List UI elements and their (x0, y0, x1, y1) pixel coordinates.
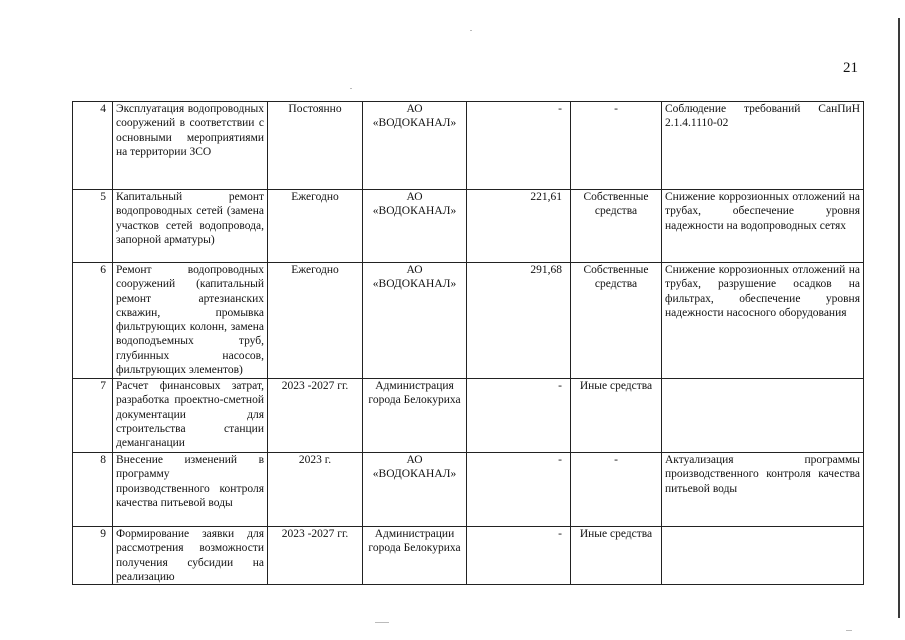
period-cell: Постоянно (268, 102, 363, 190)
page-number: 21 (843, 60, 858, 76)
task-cell: Эксплуатация водопроводных сооружений в соответствии с основными мероприятиями на территории ЗСО (113, 102, 268, 190)
task-cell: Ремонт водопроводных сооружений (капитальный ремонт артезианских скважин, промывка фильтрующих колонн, замена водоподъемных труб, глубинных насосов, фильтрующих элементов) (113, 263, 268, 379)
result-cell: Снижение коррозионных отложений на трубах, обеспечение уровня надежности на водопроводных сетях (662, 190, 864, 263)
row-number: 5 (73, 190, 113, 263)
table-row (73, 379, 864, 453)
row-number: 7 (73, 379, 113, 453)
source-cell: - (571, 453, 662, 527)
executor-cell: АО «ВОДОКАНАЛ» (363, 263, 467, 379)
executor-cell: АО «ВОДОКАНАЛ» (363, 190, 467, 263)
scan-speck (375, 622, 389, 623)
page-edge-line (898, 18, 900, 618)
amount-cell: - (467, 102, 571, 190)
amount-cell: - (467, 379, 571, 453)
executor-cell: АО «ВОДОКАНАЛ» (363, 102, 467, 190)
period-cell: Ежегодно (268, 263, 363, 379)
executor-cell: Администрация города Белокуриха (363, 379, 467, 453)
table-row (73, 527, 864, 585)
task-cell: Внесение изменений в программу производственного контроля качества питьевой воды (113, 453, 268, 527)
executor-cell: Администрации города Белокуриха (363, 527, 467, 585)
amount-cell: 291,68 (467, 263, 571, 379)
table-row (73, 102, 864, 190)
amount-cell: - (467, 453, 571, 527)
scan-speck (846, 630, 852, 631)
result-cell (662, 379, 864, 453)
amount-cell: - (467, 527, 571, 585)
result-cell: Актуализация программы производственного контроля качества питьевой воды (662, 453, 864, 527)
source-cell: Иные средства (571, 527, 662, 585)
result-cell (662, 527, 864, 585)
task-cell: Формирование заявки для рассмотрения возможности получения субсидии на реализацию (113, 527, 268, 585)
source-cell: - (571, 102, 662, 190)
measures-table (72, 101, 864, 585)
source-cell: Собственные средства (571, 263, 662, 379)
period-cell: 2023 -2027 гг. (268, 379, 363, 453)
amount-cell: 221,61 (467, 190, 571, 263)
row-number: 9 (73, 527, 113, 585)
result-cell: Соблюдение требований СанПиН 2.1.4.1110-02 (662, 102, 864, 190)
table-row (73, 453, 864, 527)
task-cell: Капитальный ремонт водопроводных сетей (замена участков сетей водопровода, запорной арматуры) (113, 190, 268, 263)
scan-speck (470, 30, 472, 31)
executor-cell: АО «ВОДОКАНАЛ» (363, 453, 467, 527)
result-cell: Снижение коррозионных отложений на трубах, разрушение осадков на фильтрах, обеспечение уровня надежности насосного оборудования (662, 263, 864, 379)
period-cell: 2023 г. (268, 453, 363, 527)
source-cell: Иные средства (571, 379, 662, 453)
row-number: 4 (73, 102, 113, 190)
period-cell: 2023 -2027 гг. (268, 527, 363, 585)
task-cell: Расчет финансовых затрат, разработка проектно-сметной документации для строительства станции деманганации (113, 379, 268, 453)
scan-speck (350, 88, 352, 89)
table-row (73, 263, 864, 379)
row-number: 8 (73, 453, 113, 527)
row-number: 6 (73, 263, 113, 379)
period-cell: Ежегодно (268, 190, 363, 263)
source-cell: Собственные средства (571, 190, 662, 263)
table-row (73, 190, 864, 263)
